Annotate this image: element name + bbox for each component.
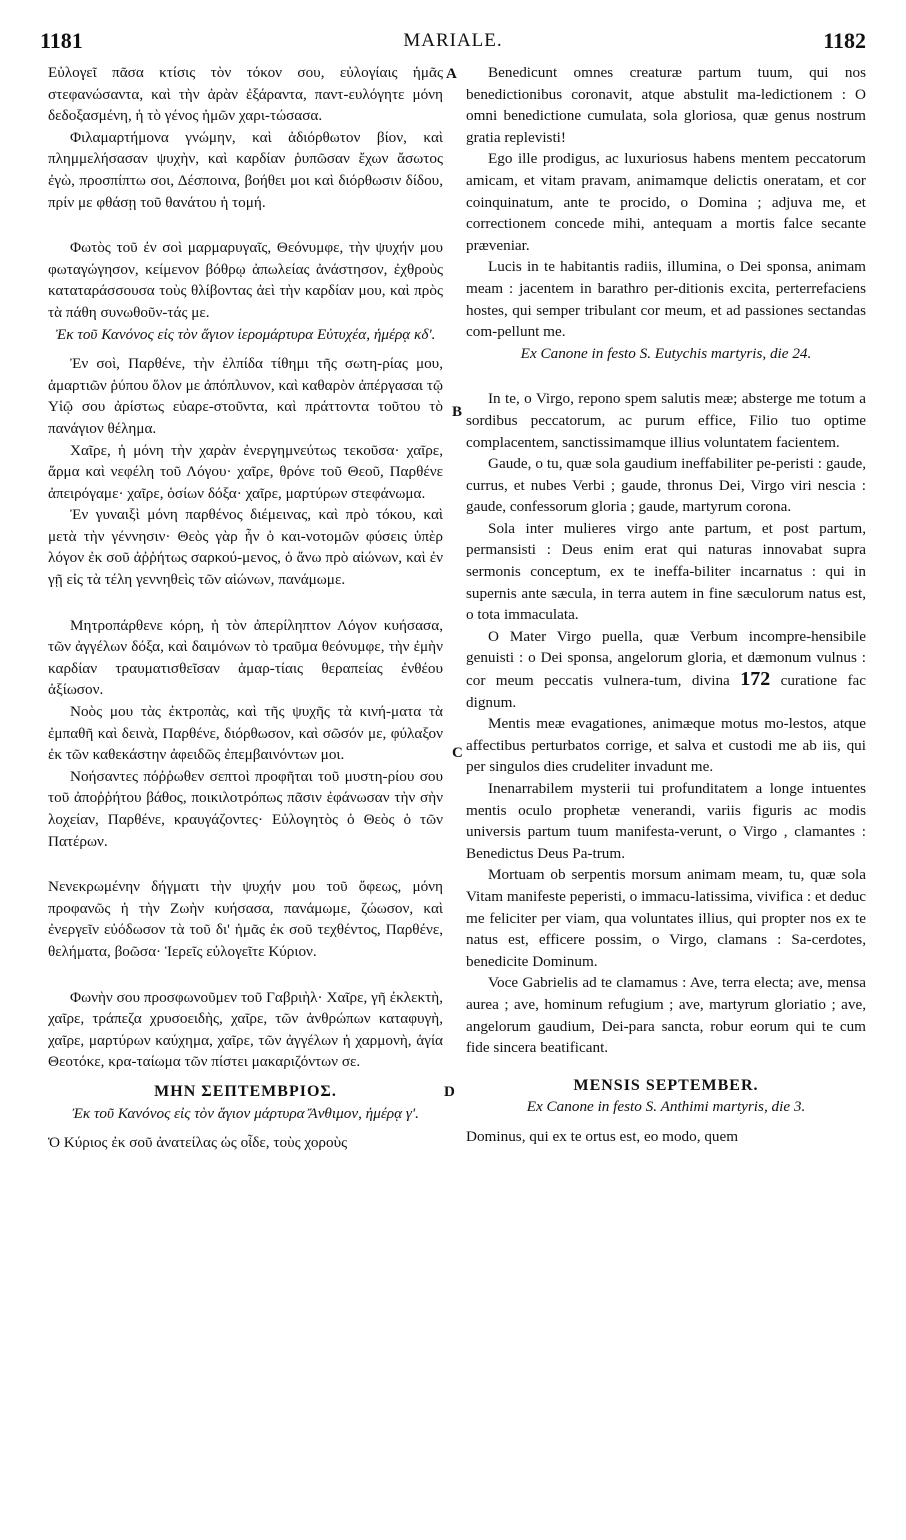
greek-paragraph: Μητροπάρθενε κόρη, ἡ τὸν ἀπερίληπτον Λόγον κυήσασα, τῶν ἀγγέλων δόξα, καὶ δαιμόνων τὸ τραῦμα θεόνυμφε, τὴν ἐμὴν καρδίαν τραυματισθεῖσαν ἁμαρ-τίαις θεραπείας ἐνθέου ἀξίωσον. bbox=[48, 616, 443, 699]
left-page-number: 1181 bbox=[40, 28, 83, 53]
running-title: MARIALE. bbox=[403, 30, 503, 51]
right-page-number: 1182 bbox=[823, 28, 866, 53]
margin-marker-d: D bbox=[444, 1084, 455, 1100]
latin-paragraph: Lucis in te habitantis radiis, illumina, o Dei sponsa, animam meam : jacentem in barathro per-ditionis excita, perterrefaciens hostes, qui semper tribulant cor meum, et ad passiones sectandas com-pellunt me. bbox=[466, 258, 866, 341]
latin-paragraph: Benedicunt omnes creaturæ partum tuum, qui nos benedictionibus coronavit, atque abstulit ma-ledictionem : O omni benedictione cumulata, sola gloriosa, quæ genus nostrum gratia replevisti! bbox=[466, 64, 866, 146]
latin-paragraph: Mentis meæ evagationes, animæque motus mo-lestos, atque affectibus perturbatos corrige, et salva et custodi me ab iis, qui per singulos dies crudeliter invadunt me. bbox=[466, 715, 866, 776]
running-header bbox=[0, 28, 906, 58]
latin-canon-heading: Ex Canone in festo S. Eutychis martyris, die 24. bbox=[520, 344, 812, 362]
greek-paragraph: Φωνὴν σου προσφωνοῦμεν τοῦ Γαβριὴλ· Χαῖρε, γῆ ἐκλεκτὴ, χαῖρε, τράπεζα χρυσοειδὴς, χαῖρε, τῶν ἀνθρώπων καταφυγὴ, χαῖρε, μαρτύρων καύχημα, χαῖρε, τῶν ἀγγέλων ἡ χαρμονὴ, ἁγία Θεοτόκε, κρα-ταίωμα τῶν πίστει μακαριζόντων σε. bbox=[48, 988, 443, 1071]
margin-marker-a: A bbox=[446, 66, 457, 82]
latin-paragraph: Mortuam ob serpentis morsum animam meam, tu, quæ sola Vitam manifeste peperisti, o immacu-latissima, vivifica : et deduc me feliciter per viam, qua voluntates illius, qui propter nos ex te natus est, efficere possim, o Virgo, clamans : Sa-cerdotes, benedicite Dominum. bbox=[466, 866, 866, 970]
greek-paragraph: Ὁ Κύριος ἐκ σοῦ ἀνατείλας ὡς οἶδε, τοὺς χοροὺς bbox=[48, 1134, 348, 1152]
greek-column bbox=[48, 62, 443, 1154]
greek-paragraph: Χαῖρε, ἡ μόνη τὴν χαρὰν ἐνεργημνεύτως τεκοῦσα· χαῖρε, ἅρμα καὶ νεφέλη τοῦ Λόγου· χαῖρε, θρόνε τοῦ Θεοῦ, Παρθένε ἀπειρόγαμε· χαῖρε, ὁσίων δόξα· χαῖρε, μαρτύρων στεφάνωμα. bbox=[48, 441, 443, 502]
latin-canon-heading: Ex Canone in festo S. Anthimi martyris, die 3. bbox=[526, 1098, 806, 1116]
latin-paragraph bbox=[466, 626, 866, 713]
latin-paragraph: Ego ille prodigus, ac luxuriosus habens mentem peccatorum amicam, et vitam pravam, animamque delictis oneratam, et cor coinquinatum, ante te procido, o Domina ; adjuva me, et correctionem concede mihi, antequam a mortis falce secante præveniar. bbox=[466, 150, 866, 254]
greek-paragraph: Ἐν σοὶ, Παρθένε, τὴν ἐλπίδα τίθημι τῆς σωτη-ρίας μου, ἁμαρτιῶν ῥύπου ὅλον με ἀπόπλυνον, καὶ καθαρὸν ἀπέργασαι τῷ Υἱῷ σου ἀρίστως εὐαρε-στοῦντα, καὶ πράττοντα τοῦτου τὸ πανάγιον θέλημα. bbox=[48, 355, 443, 437]
greek-paragraph: Φιλαμαρτήμονα γνώμην, καὶ ἀδιόρθωτον βίον, καὶ πλημμελήσασαν ψυχὴν, καὶ καρδίαν ῥυπῶσαν ἔχων ἄσωτος ἐγὼ, προσπίπτω σοι, Δέσποινα, βοήθει μοι καὶ διόρθωσιν δίδου, πρίν με φθάσῃ τοῦ θανάτου ἡ τομή. bbox=[48, 128, 443, 211]
latin-paragraph: Sola inter mulieres virgo ante partum, et post partum, permansisti : Deus enim erat qui naturas innovabat supra sermonis conceptum, ex te ineffa-biliter incarnatus : qui in supernis ante sæcula, in terra autem in fine sæculorum natus est, o tota immaculata. bbox=[466, 519, 866, 624]
latin-paragraph-text: curatione fac dignum. bbox=[466, 672, 867, 711]
latin-paragraph: Dominus, qui ex te ortus est, eo modo, quem bbox=[466, 1127, 739, 1145]
latin-paragraph: Gaude, o tu, quæ sola gaudium ineffabiliter pe-peristi : gaude, currus, et nubes Verbi ; gaude, thronus Dei, Virgo viri nescia : gaude, confessorum gloria ; gaude, martyrum corona. bbox=[466, 455, 866, 516]
greek-canon-heading: Ἐκ τοῦ Κανόνος εἰς τὸν ἅγιον ἱερομάρτυρα Εὐτυχέα, ἡμέρᾳ κδ'. bbox=[55, 325, 436, 343]
greek-paragraph: Φωτὸς τοῦ ἐν σοὶ μαρμαρυγαῖς, Θεόνυμφε, τὴν ψυχήν μου φωταγώγησον, κείμενον βόθρῳ ἀπωλείας ἀνάστησον, ἐχθροὺς καταταράσσουσα τοὺς θλίβοντας ἀεὶ τὴν καρδίαν μου, καὶ πρὸς τὰ πάθη συνωθοῦν-τάς με. bbox=[48, 239, 443, 321]
latin-paragraph: Voce Gabrielis ad te clamamus : Ave, terra electa; ave, mensa aurea ; ave, hominum refugium ; ave, martyrum gloriatio ; ave, angelorum gaudium, Dei-para sancta, robur eorum qui te cum fide sincera beatificant. bbox=[466, 974, 866, 1057]
greek-canon-heading: Ἐκ τοῦ Κανόνος εἰς τὸν ἅγιον μάρτυρα Ἄνθιμον, ἡμέρᾳ γ'. bbox=[72, 1104, 419, 1122]
greek-paragraph: Νενεκρωμένην δήγματι τὴν ψυχήν μου τοῦ ὄφεως, μόνη προφανῶς ἡ τὴν Ζωὴν κυήσασα, πανάμωμε, ζώωσον, καὶ ἐνεργεῖν εὐόδωσον τὰ τοῦ δι' ἡμᾶς ἐκ σοῦ τεχθέντος, Παρθένε, θελήματα, βοῶσα· Ἱερεῖς εὐλογεῖτε Κύριον. bbox=[48, 878, 443, 960]
greek-paragraph: Ἐν γυναιξὶ μόνη παρθένος διέμεινας, καὶ πρὸ τόκου, καὶ μετὰ τὴν γέννησιν· Θεὸς γὰρ ἦν ὁ και-νοτομῶν φύσεις ὑπὲρ λόγον ἐκ σοῦ ἀῤῥήτως σαρκού-μενος, ὁ ἄνω πρὸ αἰώνων, καὶ ἐν γῇ εἰς τὰ τέλη γεννηθεὶς τῶν αἰώνων, πανάμωμε. bbox=[48, 506, 443, 589]
greek-paragraph: Νοήσαντες πόῤῥωθεν σεπτοὶ προφῆται τοῦ μυστη-ρίου σου τοῦ ἀποῤῥήτου βάθος, ποικιλοτρόπως πᾶσιν ἐφάνωσαν τὴν σὴν λοχείαν, Παρθένε, κραυγάζοντες· Εὐλογητὸς ὁ Θεὸς ὁ τῶν Πατέρων. bbox=[48, 767, 443, 850]
margin-marker-b: B bbox=[452, 404, 463, 420]
latin-paragraph: Inenarrabilem mysterii tui profunditatem a longe intuentes mentis oculo prophetæ venerandi, variis figuris ac modis universis partum tuum manifesta-verunt, o Virgo , clamantes : Benedictus Deus Pa-trum. bbox=[466, 780, 866, 862]
greek-paragraph: Νοὸς μου τὰς ἐκτροπὰς, καὶ τῆς ψυχῆς τὰ κινή-ματα τὰ ἐμπαθῆ καὶ δεινὰ, Παρθένε, διόρθωσον, καὶ σῶσόν με, φύλαξον ἐκ τῶν καθεκάστην ἀφειδῶς ἐπεμβαινόντων μοι. bbox=[48, 703, 443, 764]
column-number: 172 bbox=[740, 668, 771, 691]
greek-paragraph: Εὐλογεῖ πᾶσα κτίσις τὸν τόκον σου, εὐλογίαις ἡμᾶς στεφανώσαντα, καὶ τὴν ἀρὰν ἐξάραντα, παντ-ευλόγητε μόνη δεδοξασμένη, ἡ τὸ γένος ἡμῶν χαρι-τώσασα. bbox=[48, 64, 443, 125]
latin-column bbox=[466, 62, 866, 1148]
latin-paragraph-text: O Mater Virgo puella, quæ Verbum incompre-hensibile genuisti : o Dei sponsa, angelorum gloria, et dæmonum vulnus : cor meum peccatis vulnera-tum, divina bbox=[466, 627, 866, 690]
margin-marker-c: C bbox=[452, 745, 463, 761]
greek-month-heading: ΜΗΝ ΣΕΠΤΕΜΒΡΙΟΣ. bbox=[154, 1082, 337, 1100]
latin-month-heading: MENSIS SEPTEMBER. bbox=[573, 1076, 759, 1094]
latin-paragraph: In te, o Virgo, repono spem salutis meæ; absterge me totum a sordibus peccatorum, ac purum effice, Filio tuo optime complacentem, sanctissimamque illius voluntatem facientem. bbox=[466, 390, 866, 451]
